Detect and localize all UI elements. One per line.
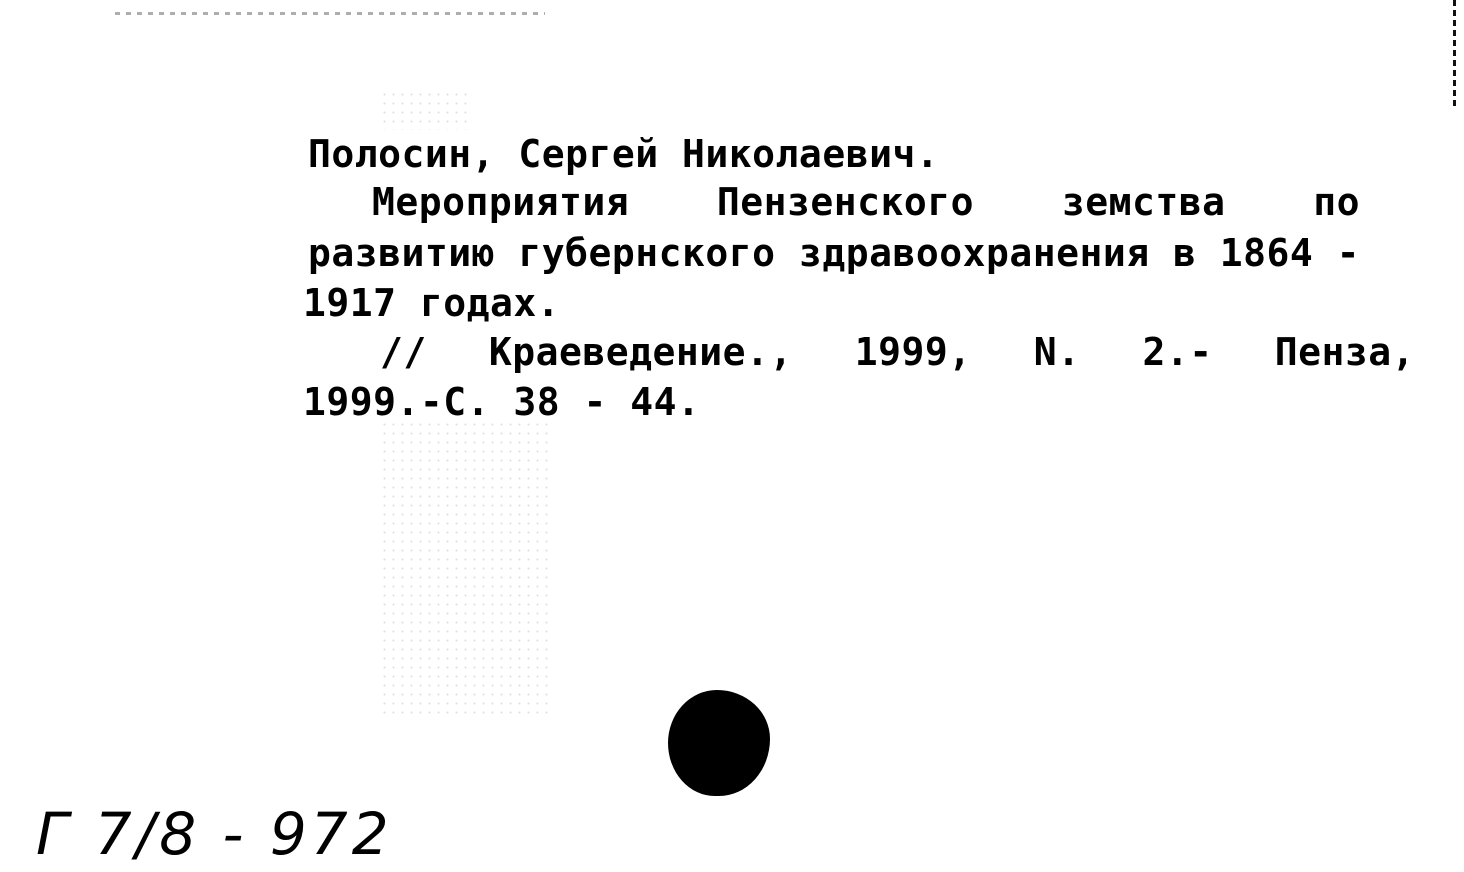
title-line-1	[372, 178, 1360, 226]
scan-artifact-edge	[1453, 0, 1456, 110]
title-word: Мероприятия	[372, 180, 630, 224]
title-line-2: развитию губернского здравоохранения в 1864 -	[308, 231, 1361, 275]
title-word: земства	[1061, 180, 1226, 224]
scan-speckle	[380, 90, 470, 130]
title-line-3: 1917 годах.	[303, 281, 561, 325]
source-token: Краеведение.,	[488, 330, 793, 374]
title-word: по	[1313, 180, 1360, 224]
author-heading: Полосин, Сергей Николаевич.	[308, 132, 940, 176]
source-token: N.	[1033, 330, 1081, 374]
source-token: //	[380, 330, 427, 374]
handwritten-shelfmark: Г 7/8 - 972	[36, 800, 393, 868]
source-line-1	[380, 328, 1415, 376]
title-word: Пензенского	[716, 180, 975, 224]
source-token: 1999,	[854, 330, 972, 374]
scan-speckle	[380, 420, 550, 720]
source-token: Пенза,	[1274, 330, 1415, 374]
source-line-2: 1999.-С. 38 - 44.	[303, 380, 701, 424]
punch-hole	[668, 690, 770, 796]
scan-artifact-top	[115, 12, 545, 15]
source-token: 2.-	[1142, 330, 1213, 374]
